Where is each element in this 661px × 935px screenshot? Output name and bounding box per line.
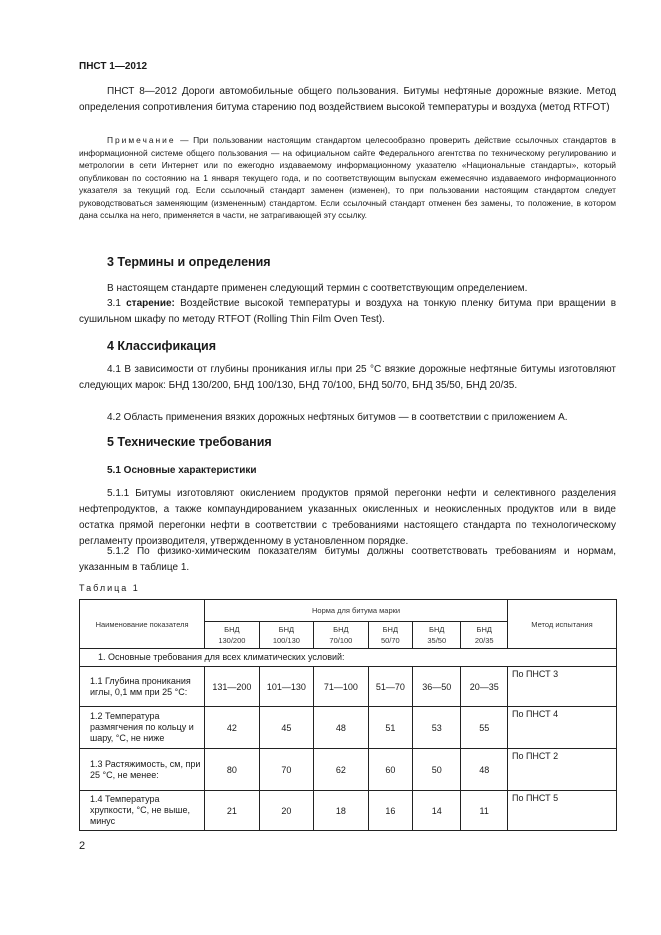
section-5-1-1 — [79, 486, 616, 550]
row-name: 1.3 Растяжимость, см, при 25 °С, не менее: — [80, 749, 205, 791]
note-label: Примечание — [107, 135, 176, 145]
cell-value: 51—70 — [368, 667, 412, 707]
cell-value: 51 — [368, 707, 412, 749]
section-4-1 — [79, 362, 616, 394]
cell-value: 42 — [205, 707, 260, 749]
section-4-1-text: 4.1 В зависимости от глубины проникания иглы при 25 °С вязкие дорожные нефтяные битумы изготовляют следующих марок: БНД 130/200, БНД 100/130, БНД 70/100, БНД 50/70, БНД 35/50, БНД 20/35. — [79, 364, 616, 391]
row-name: 1.2 Температура размягчения по кольцу и шару, °С, не ниже — [80, 707, 205, 749]
reference-paragraph — [79, 84, 616, 116]
cell-value: 62 — [314, 749, 369, 791]
col-header-grade: БНД 130/200 — [205, 622, 260, 649]
section-5-title: 5 Технические требования — [107, 435, 272, 449]
cell-value: 20 — [259, 791, 314, 831]
table-group-row: 1. Основные требования для всех климатических условий: — [80, 649, 617, 667]
cell-value: 131—200 — [205, 667, 260, 707]
cell-value: 36—50 — [413, 667, 461, 707]
section-5-1-2 — [79, 544, 616, 576]
cell-value: 48 — [461, 749, 507, 791]
cell-value: 18 — [314, 791, 369, 831]
cell-value: 11 — [461, 791, 507, 831]
term-definition — [79, 296, 616, 328]
term-word: старение: — [126, 298, 175, 309]
cell-value: 55 — [461, 707, 507, 749]
row-method: По ПНСТ 2 — [507, 749, 616, 791]
table-row — [80, 791, 617, 831]
section-4-2 — [79, 410, 616, 426]
row-method: По ПНСТ 3 — [507, 667, 616, 707]
page-number: 2 — [79, 840, 86, 852]
table-row — [80, 667, 617, 707]
col-header-grade: БНД 100/130 — [259, 622, 314, 649]
note-text: — При пользовании настоящим стандартом целесообразно проверить действие ссылочных стандартов в информационной системе общего пользования — на официальном сайте Федерального агентства по техническому регулированию и метрологии в сети Интернет или по ежегодно издаваемому информационному указателю «Национальные стандарты», который опубликован по состоянию на 1 января текущего года, и по соответствующим выпускам ежемесячно издаваемого информационного указателя за текущий год. Если ссылочный стандарт заменен (изменен), то при пользовании настоящим стандартом следует руководствоваться заменяющим (измененным) стандартом. Если ссылочный стандарт отменен без замены, то положение, в котором дана ссылка на него, применяется в части, не затрагивающей эту ссылку. — [79, 135, 616, 220]
table-row — [80, 707, 617, 749]
col-header-method: Метод испытания — [507, 600, 616, 649]
col-header-name: Наименование показателя — [80, 600, 205, 649]
section-3-intro-text: В настоящем стандарте применен следующий термин с соответствующим определением. — [107, 283, 528, 294]
section-4-title: 4 Классификация — [107, 339, 217, 353]
cell-value: 101—130 — [259, 667, 314, 707]
requirements-table — [79, 599, 617, 831]
section-5-1-title: 5.1 Основные характеристики — [107, 465, 257, 476]
cell-value: 50 — [413, 749, 461, 791]
col-header-grade: БНД 20/35 — [461, 622, 507, 649]
col-header-grade: БНД 50/70 — [368, 622, 412, 649]
cell-value: 80 — [205, 749, 260, 791]
cell-value: 70 — [259, 749, 314, 791]
cell-value: 60 — [368, 749, 412, 791]
col-header-norm: Норма для битума марки — [205, 600, 508, 622]
row-name: 1.1 Глубина проникания иглы, 0,1 мм при 25 °С: — [80, 667, 205, 707]
table-caption: Таблица 1 — [79, 583, 140, 593]
cell-value: 20—35 — [461, 667, 507, 707]
cell-value: 21 — [205, 791, 260, 831]
section-4-2-text: 4.2 Область применения вязких дорожных нефтяных битумов — в соответствии с приложением А. — [107, 412, 568, 423]
cell-value: 45 — [259, 707, 314, 749]
row-method: По ПНСТ 5 — [507, 791, 616, 831]
reference-text: ПНСТ 8—2012 Дороги автомобильные общего пользования. Битумы нефтяные дорожные вязкие. Метод определения сопротивления битума старению под воздействием высокой температуры и воздуха (метод RTFOT) — [79, 86, 616, 113]
section-5-1-1-text: 5.1.1 Битумы изготовляют окислением продуктов прямой перегонки нефти и селективного разделения нефтепродуктов, а также компаундированием указанных окисленных и неокисленных продуктов или в виде остатка прямой перегонки нефти в соответствии с требованиями настоящего стандарта по технологическому регламенту производителя, утвержденному в установленном порядке. — [79, 488, 616, 547]
cell-value: 48 — [314, 707, 369, 749]
col-header-grade: БНД 70/100 — [314, 622, 369, 649]
note-block — [79, 134, 616, 222]
section-3-title: 3 Термины и определения — [107, 255, 271, 269]
section-5-1-2-text: 5.1.2 По физико-химическим показателям битумы должны соответствовать требованиям и нормам, указанным в таблице 1. — [79, 546, 616, 573]
section-3-intro — [79, 281, 616, 297]
cell-value: 14 — [413, 791, 461, 831]
table-row — [80, 749, 617, 791]
row-name: 1.4 Температура хрупкости, °С, не выше, минус — [80, 791, 205, 831]
term-definition-text: Воздействие высокой температуры и воздуха на тонкую пленку битума при вращении в сушильном шкафу по методу RTFOT (Rolling Thin Film Oven Test). — [79, 298, 617, 325]
cell-value: 16 — [368, 791, 412, 831]
cell-value: 71—100 — [314, 667, 369, 707]
term-number: 3.1 — [107, 298, 127, 309]
col-header-grade: БНД 35/50 — [413, 622, 461, 649]
cell-value: 53 — [413, 707, 461, 749]
row-method: По ПНСТ 4 — [507, 707, 616, 749]
document-header: ПНСТ 1—2012 — [79, 61, 148, 72]
